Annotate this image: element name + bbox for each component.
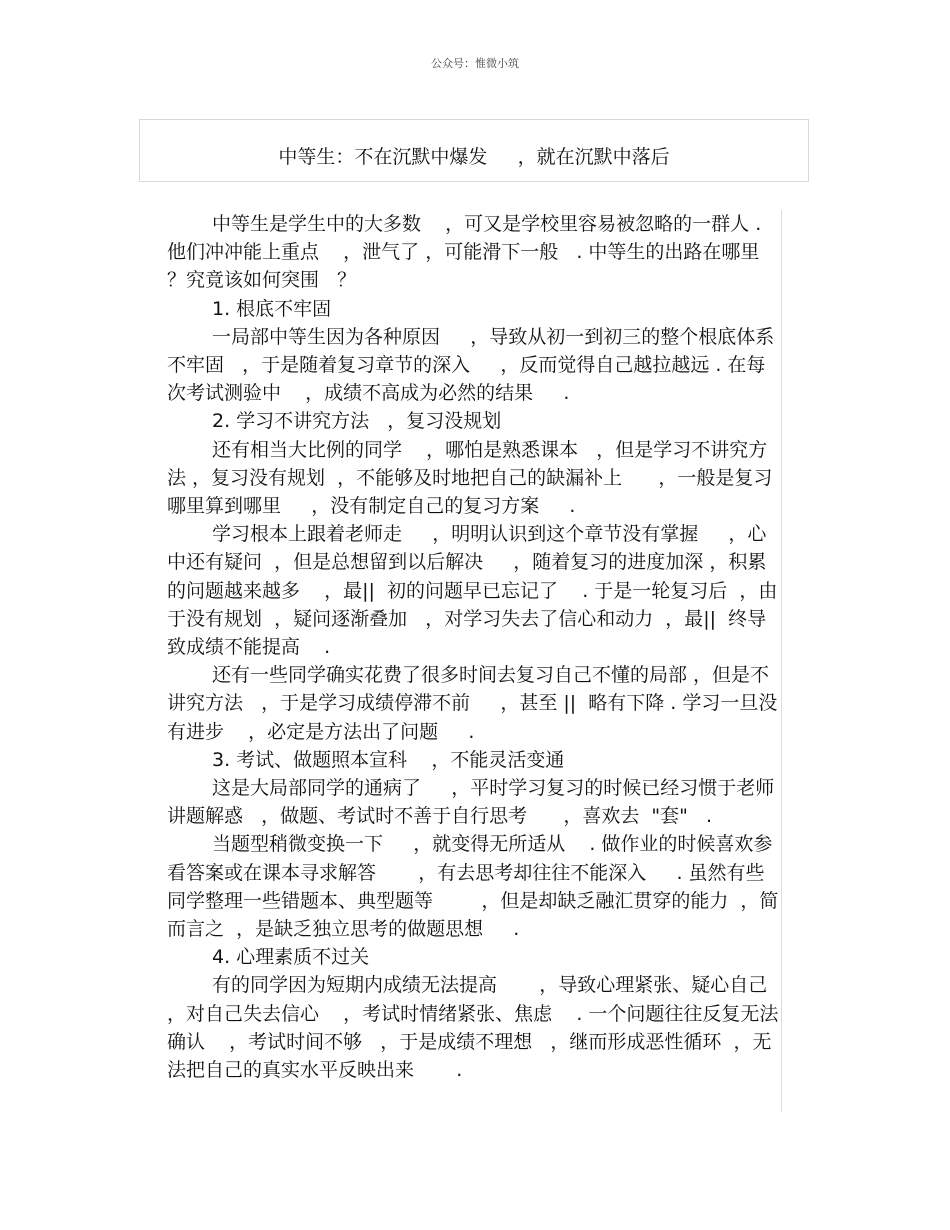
header-note: 公众号：惟微小筑 (431, 57, 519, 70)
article-body (167, 210, 782, 1112)
title-box (139, 119, 809, 182)
paragraph-2a: 还有相当大比例的同学 ，哪怕是熟悉课本 ，但是学习不讲究方法 ，复习没有规划 ，不能够及时地把自己的缺漏补上 ，一般是复习哪里算到哪里 ，没有制定自己的复习方案 . (167, 438, 773, 518)
paragraph-2c: 还有一些同学确实花费了很多时间去复习自己不懂的局部 ，但是不讲究方法 ，于是学习成绩停滞不前 ，甚至 || 略有下降 . 学习一旦没有进步 ，必定是方法出了问题 . (167, 664, 778, 743)
paragraph-1: 一局部中等生因为各种原因 ，导致从初一到初三的整个根底体系不牢固 ，于是随着复习章节的深入 ，反而觉得自己越拉越远 . 在每次考试测验中 ，成绩不高成为必然的结果 . (167, 325, 775, 405)
heading-4: 4. 心理素质不过关 (212, 946, 370, 969)
paragraph-3b: 当题型稍微变换一下 ，就变得无所适从 . 做作业的时候喜欢参看答案或在课本寻求解答 ，有去思考却往往不能深入 . 虽然有些同学整理一些错题本、典型题等 ，但是却缺乏融汇贯穿的能力 ，简而言之 ，是缺乏独立思考的做题思想 . (167, 833, 779, 941)
heading-1: 1. 根底不牢固 (212, 297, 332, 320)
paragraph-2b: 学习根本上跟着老师走 ，明明认识到这个章节没有掌握 ，心中还有疑问 ，但是总想留到以后解决 ，随着复习的进度加深 ，积累的问题越来越多 ，最|| 初的问题早已忘记了 . 于是一轮复习后 ，由于没有规划 ，疑问逐渐叠加 ，对学习失去了信心和动力 ，最|| 终导致成绩不能提高 . (167, 523, 778, 659)
heading-2: 2. 学习不讲究方法 ，复习没规划 (212, 410, 502, 433)
page-title: 中等生：不在沉默中爆发 ，就在沉默中落后 (278, 146, 670, 168)
heading-3: 3. 考试、做题照本宣科 ，不能灵活变通 (212, 748, 565, 771)
paragraph-intro: 中等生是学生中的大多数 ，可又是学校里容易被忽略的一群人 . 他们冲冲能上重点 ，泄气了 ，可能滑下一般 . 中等生的出路在哪里 ？究竟该如何突围 ？ (167, 213, 778, 292)
paragraph-3a: 这是大局部同学的通病了 ，平时学习复习的时候已经习惯于老师讲题解惑 ，做题、考试时不善于自行思考 ，喜欢去 "套" . (167, 777, 775, 828)
paragraph-4: 有的同学因为短期内成绩无法提高 ，导致心理紧张、疑心自己 ，对自己失去信心 ，考试时情绪紧张、焦虑 . 一个问题往往反复无法确认 ，考试时间不够 ，于是成绩不理想 ，继而形成恶性循环 ，无法把自己的真实水平反映出来 . (167, 974, 779, 1082)
